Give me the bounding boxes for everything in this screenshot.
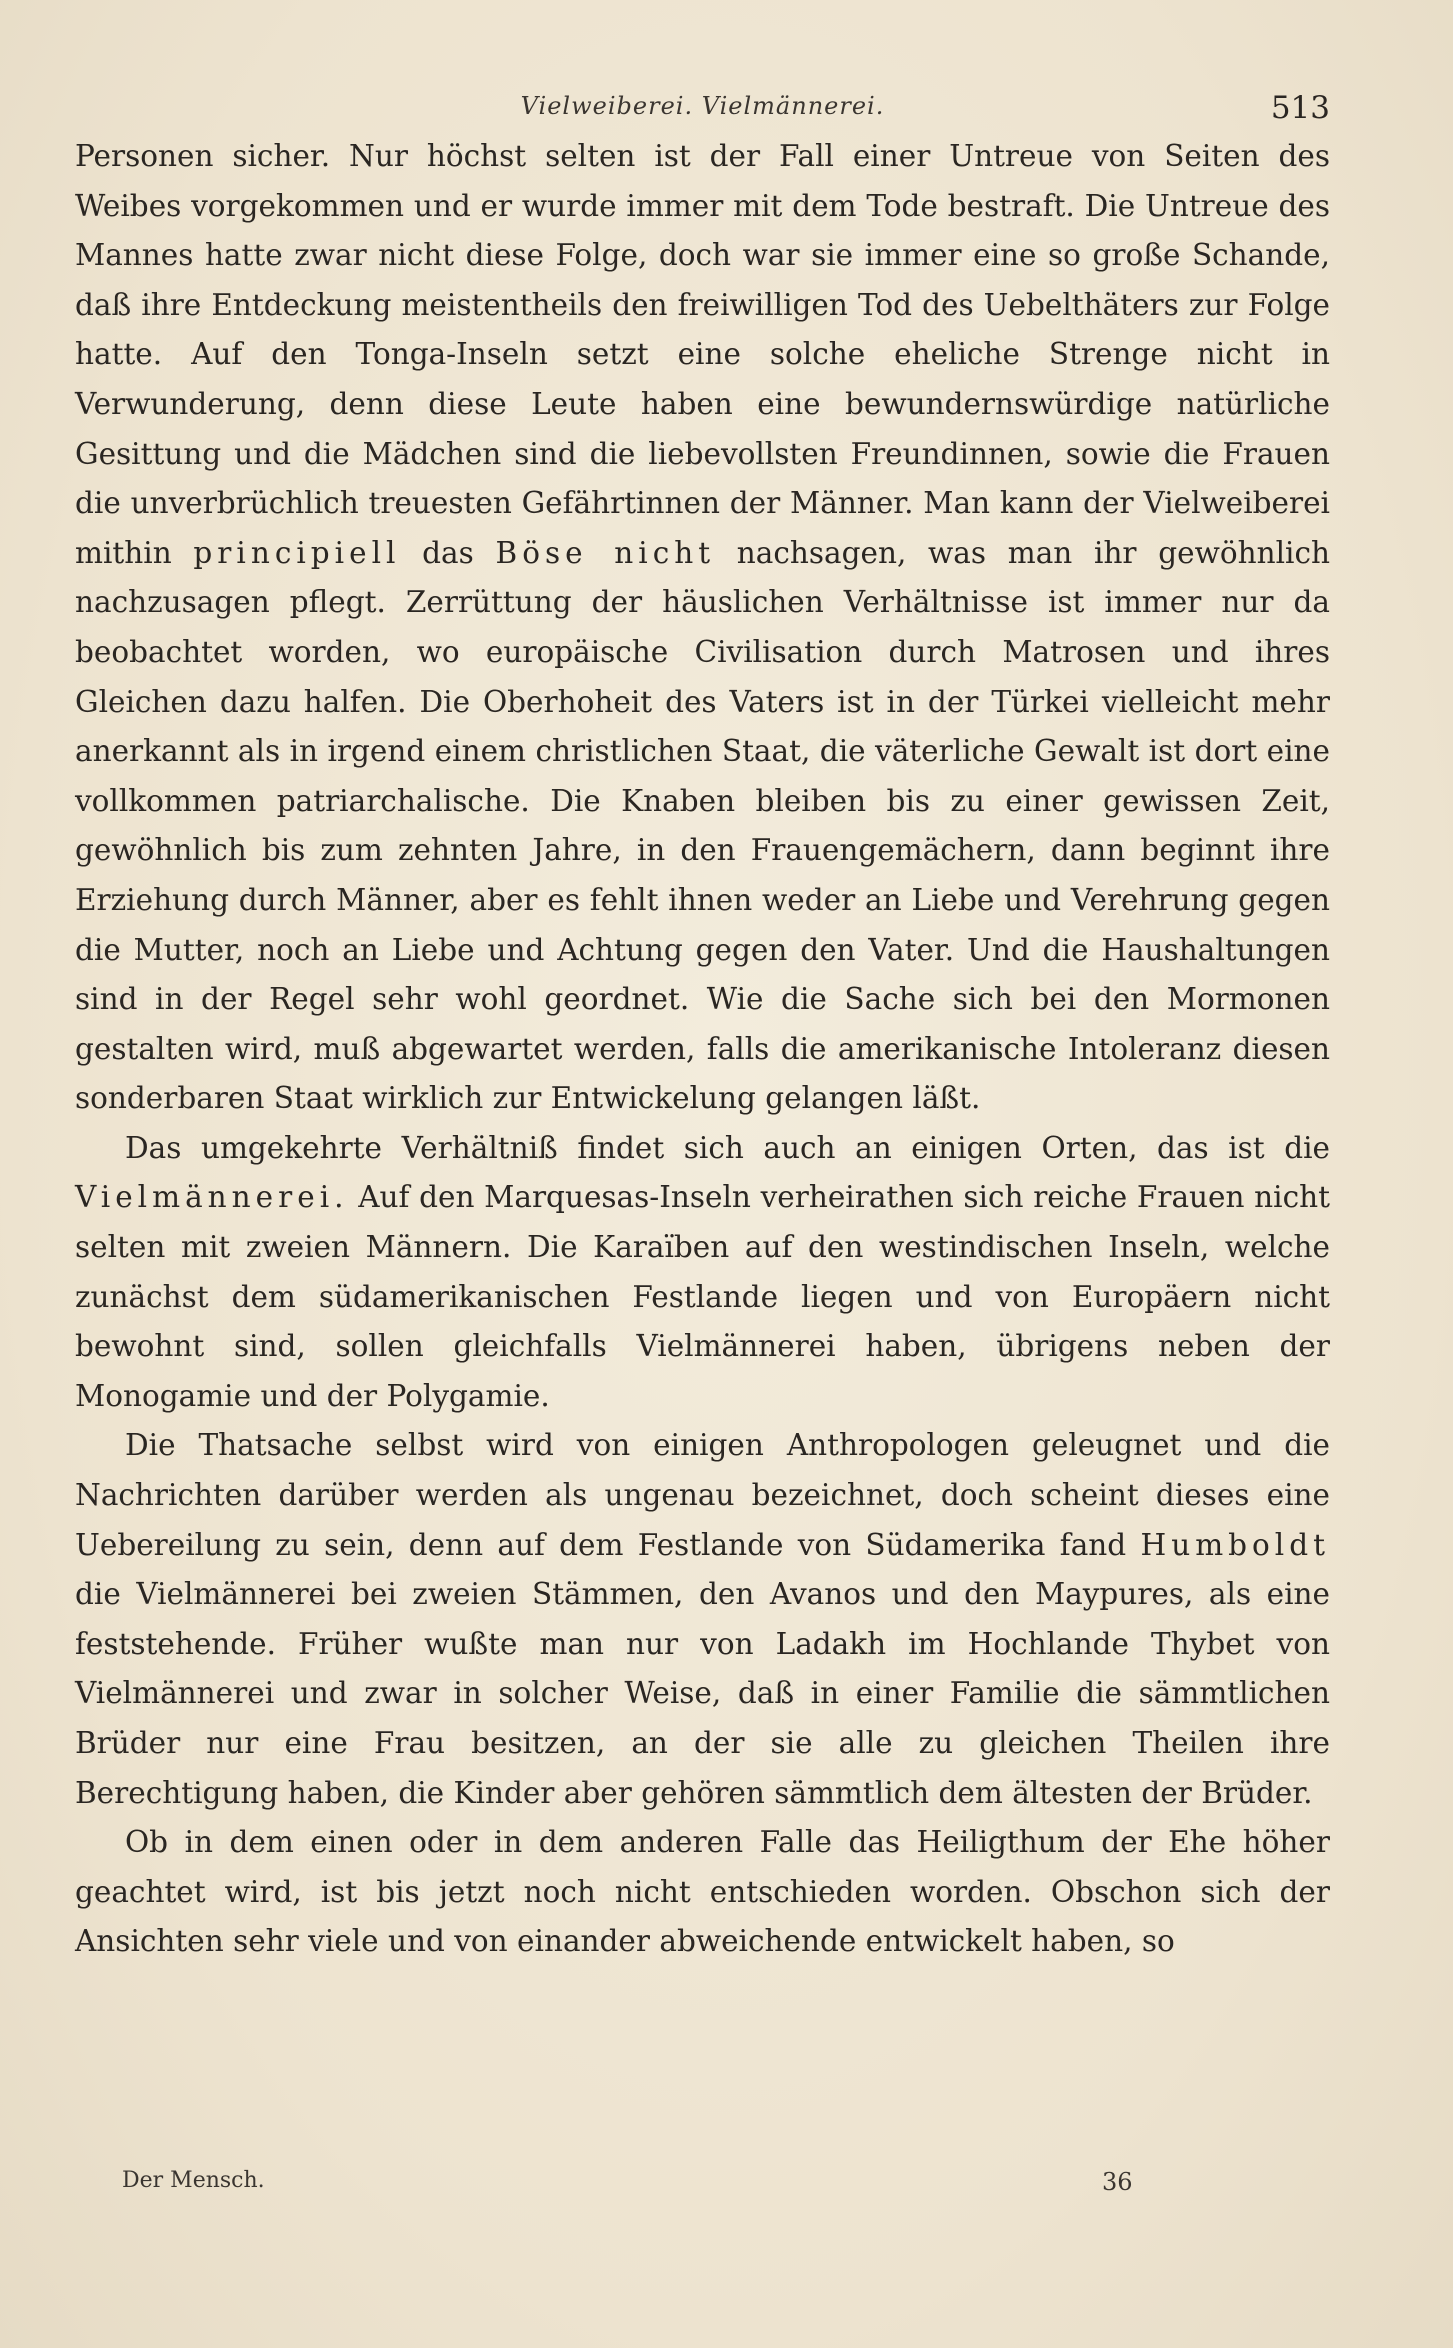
paragraph-2	[75, 1124, 1330, 1422]
paragraph-1-text-c: das	[422, 535, 474, 570]
page-footer	[122, 2168, 1142, 2204]
paragraph-4	[75, 1818, 1330, 1967]
paragraph-3-text-a: Die Thatsache selbst wird von einigen Anthropologen geleugnet und die Nachrichten darüber werden als ungenau bezeichnet, doch scheint dieses eine Uebereilung zu sein, denn auf dem Festlande von Südamerika fand	[75, 1428, 1330, 1562]
emphasis-humboldt: Humboldt	[1140, 1527, 1330, 1562]
emphasis-boese-nicht: Böse nicht	[495, 535, 716, 570]
running-title: Vielweiberei. Vielmännerei.	[520, 92, 885, 120]
paragraph-3	[75, 1421, 1330, 1818]
emphasis-principiell: principiell	[193, 535, 401, 570]
paragraph-3-text-c: die Vielmännerei bei zweien Stämmen, den Avanos und den Maypures, als eine feststehende. Früher wußte man nur von Ladakh im Hochlande Thybet von Vielmännerei und zwar in solcher Weise, daß in einer Familie die sämmtlichen Brüder nur eine Frau besitzen, an der sie alle zu gleichen Theilen ihre Berechtigung haben, die Kinder aber gehören sämmtlich dem ältesten der Brüder.	[75, 1577, 1330, 1810]
paragraph-2-text-c: Auf den Marquesas-Inseln verheirathen sich reiche Frauen nicht selten mit zweien Männern. Die Karaïben auf den westindischen Inseln, welche zunächst dem südamerikanischen Festlande liegen und von Europäern nicht bewohnt sind, sollen gleichfalls Vielmännerei haben, übrigens neben der Monogamie und der Polygamie.	[75, 1180, 1330, 1413]
sheet-number: 36	[1102, 2168, 1133, 2196]
paragraph-1-text-a: Personen sicher. Nur höchst selten ist der Fall einer Untreue von Seiten des Weibes vorgekommen und er wurde immer mit dem Tode bestraft. Die Untreue des Mannes hatte zwar nicht diese Folge, doch war sie immer eine so große Schande, daß ihre Entdeckung meistentheils den freiwilligen Tod des Uebelthäters zur Folge hatte. Auf den Tonga-Inseln setzt eine solche eheliche Strenge nicht in Verwunderung, denn diese Leute haben eine bewundernswürdige natürliche Gesittung und die Mädchen sind die liebevollsten Freundinnen, sowie die Frauen die unverbrüchlich treuesten Gefährtinnen der Männer. Man kann der Vielweiberei mithin	[75, 139, 1330, 570]
paragraph-1-text-e: nachsagen, was man ihr gewöhnlich nachzusagen pflegt. Zerrüttung der häuslichen Verhältnisse ist immer nur da beobachtet worden, wo europäische Civilisation durch Matrosen und ihres Gleichen dazu halfen. Die Oberhoheit des Vaters ist in der Türkei vielleicht mehr anerkannt als in irgend einem christlichen Staat, die väterliche Gewalt ist dort eine vollkommen patriarchalische. Die Knaben bleiben bis zu einer gewissen Zeit, gewöhnlich bis zum zehnten Jahre, in den Frauengemächern, dann beginnt ihre Erziehung durch Männer, aber es fehlt ihnen weder an Liebe und Verehrung gegen die Mutter, noch an Liebe und Achtung gegen den Vater. Und die Haushaltungen sind in der Regel sehr wohl geordnet. Wie die Sache sich bei den Mormonen gestalten wird, muß abgewartet werden, falls die amerikanische Intoleranz diesen sonderbaren Staat wirklich zur Entwickelung gelangen läßt.	[75, 535, 1330, 1116]
printer-signature: Der Mensch.	[122, 2168, 265, 2193]
paragraph-1	[75, 132, 1330, 1124]
page-header	[75, 92, 1330, 132]
page-number: 513	[1270, 90, 1330, 126]
paragraph-4-text-a: Ob in dem einen oder in dem anderen Falle das Heiligthum der Ehe höher geachtet wird, ist bis jetzt noch nicht entschieden worden. Obschon sich der Ansichten sehr viele und von einander abweichende entwickelt haben, so	[75, 1825, 1330, 1959]
paragraph-2-text-a: Das umgekehrte Verhältniß findet sich auch an einigen Orten, das ist die	[125, 1130, 1330, 1165]
body-text	[75, 132, 1330, 1967]
emphasis-vielmaennerei: Vielmännerei.	[75, 1180, 349, 1215]
